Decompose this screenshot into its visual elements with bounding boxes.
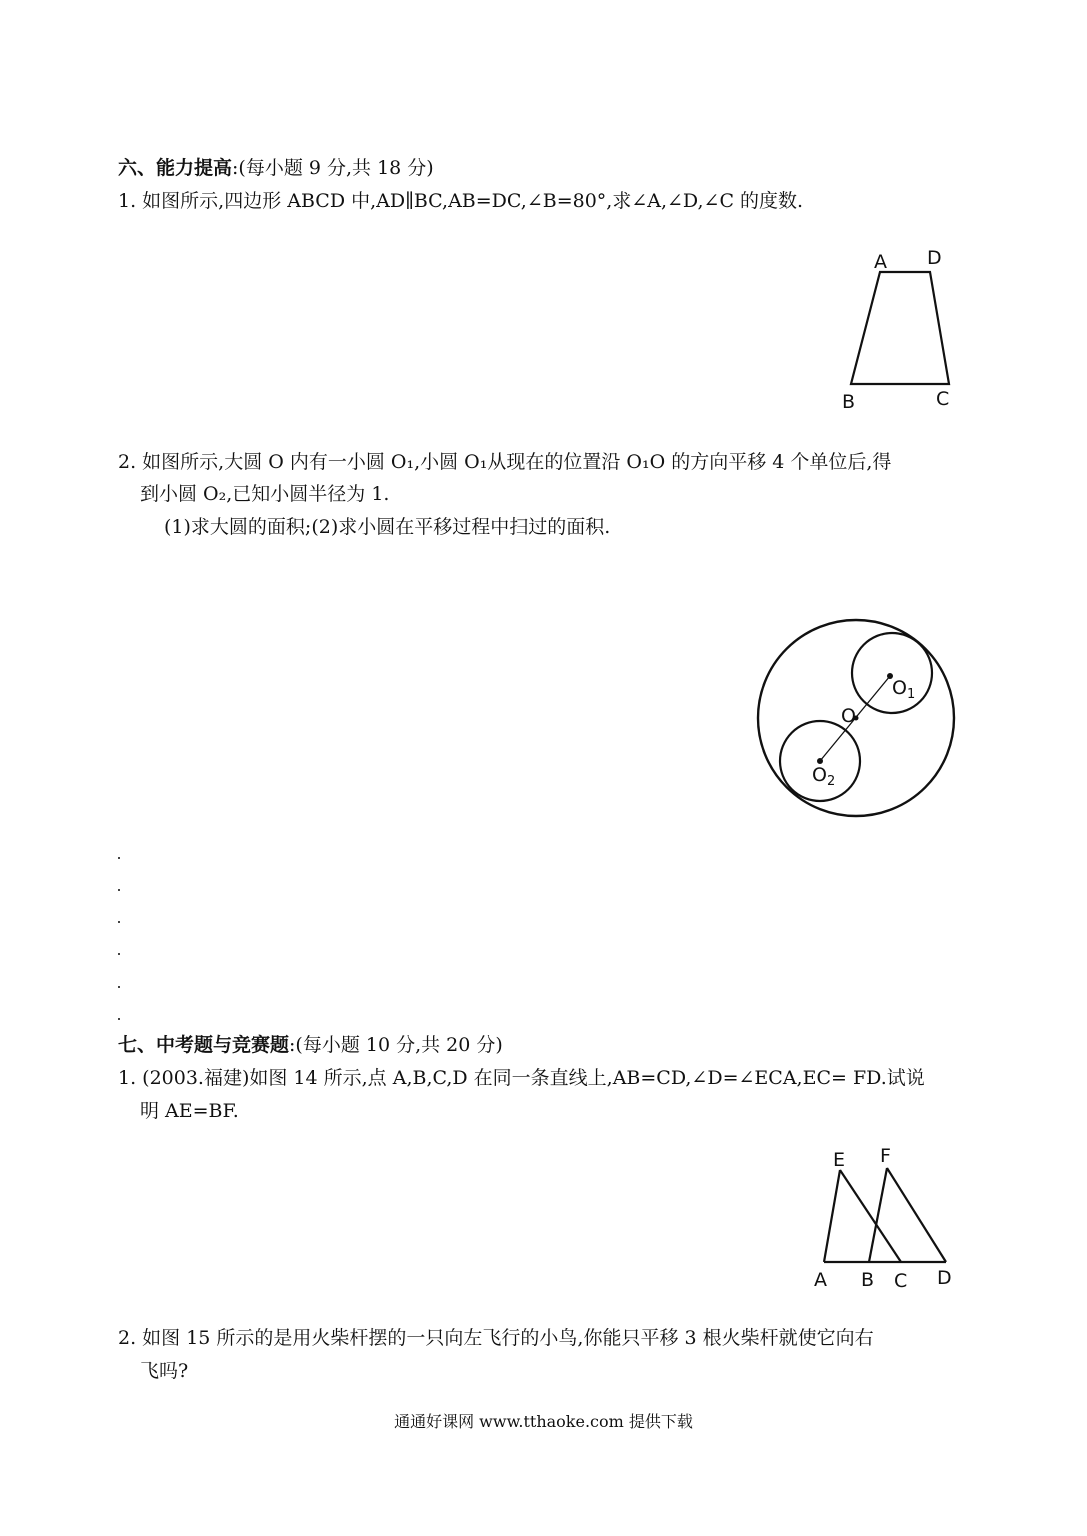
margin-dot bbox=[118, 1018, 120, 1020]
section-7-heading-row bbox=[118, 1033, 503, 1057]
question-7-2-line-1: 2. 如图 15 所示的是用火柴杆摆的一只向左飞行的小鸟,你能只平移 3 根火柴杆就使它向右 bbox=[118, 1327, 874, 1349]
label-E: E bbox=[833, 1149, 846, 1171]
triangles-figure bbox=[805, 1140, 965, 1295]
label-A: A bbox=[814, 1269, 827, 1291]
circles-figure bbox=[750, 615, 960, 825]
label-C: C bbox=[936, 388, 950, 410]
label-O1: $O_1$ bbox=[892, 677, 916, 702]
question-6-2-line-3: (1)求大圆的面积;(2)求小圆在平移过程中扫过的面积. bbox=[164, 516, 611, 538]
question-7-2-line-2: 飞吗? bbox=[140, 1360, 189, 1382]
section-6-heading: 六、能力提高 bbox=[118, 157, 233, 179]
margin-dot bbox=[118, 889, 120, 891]
margin-dot bbox=[118, 953, 120, 955]
section-6-heading-note: :(每小题 9 分,共 18 分) bbox=[232, 157, 434, 179]
label-B: B bbox=[861, 1269, 875, 1291]
margin-dot bbox=[118, 857, 120, 859]
label-D: D bbox=[937, 1267, 952, 1289]
margin-dot bbox=[118, 986, 120, 988]
section-7-heading-note: :(每小题 10 分,共 20 分) bbox=[289, 1034, 503, 1056]
margin-dot bbox=[118, 921, 120, 923]
label-A: A bbox=[874, 251, 887, 273]
label-O: O bbox=[841, 705, 856, 727]
question-6-1: 1. 如图所示,四边形 ABCD 中,AD∥BC,AB=DC,∠B=80°,求∠A,∠D,∠C 的度数. bbox=[118, 190, 804, 212]
question-7-1-line-2: 明 AE=BF. bbox=[140, 1100, 239, 1122]
question-7-1-line-1: 1. (2003.福建)如图 14 所示,点 A,B,C,D 在同一条直线上,AB=CD,∠D=∠ECA,EC= FD.试说 bbox=[118, 1067, 925, 1089]
label-C: C bbox=[894, 1270, 908, 1292]
section-6-heading-row bbox=[118, 156, 434, 180]
page-footer: 通通好课网 www.tthaoke.com 提供下载 bbox=[394, 1412, 693, 1431]
question-6-2-line-1: 2. 如图所示,大圆 O 内有一小圆 O₁,小圆 O₁从现在的位置沿 O₁O 的方向平移 4 个单位后,得 bbox=[118, 451, 892, 473]
label-F: F bbox=[880, 1145, 891, 1167]
question-6-2-line-2: 到小圆 O₂,已知小圆半径为 1. bbox=[140, 483, 390, 505]
trapezoid-figure bbox=[830, 240, 970, 420]
section-7-heading: 七、中考题与竞赛题 bbox=[118, 1034, 290, 1056]
label-O2: $O_2$ bbox=[812, 764, 836, 789]
label-B: B bbox=[842, 391, 856, 413]
label-D: D bbox=[927, 247, 942, 269]
